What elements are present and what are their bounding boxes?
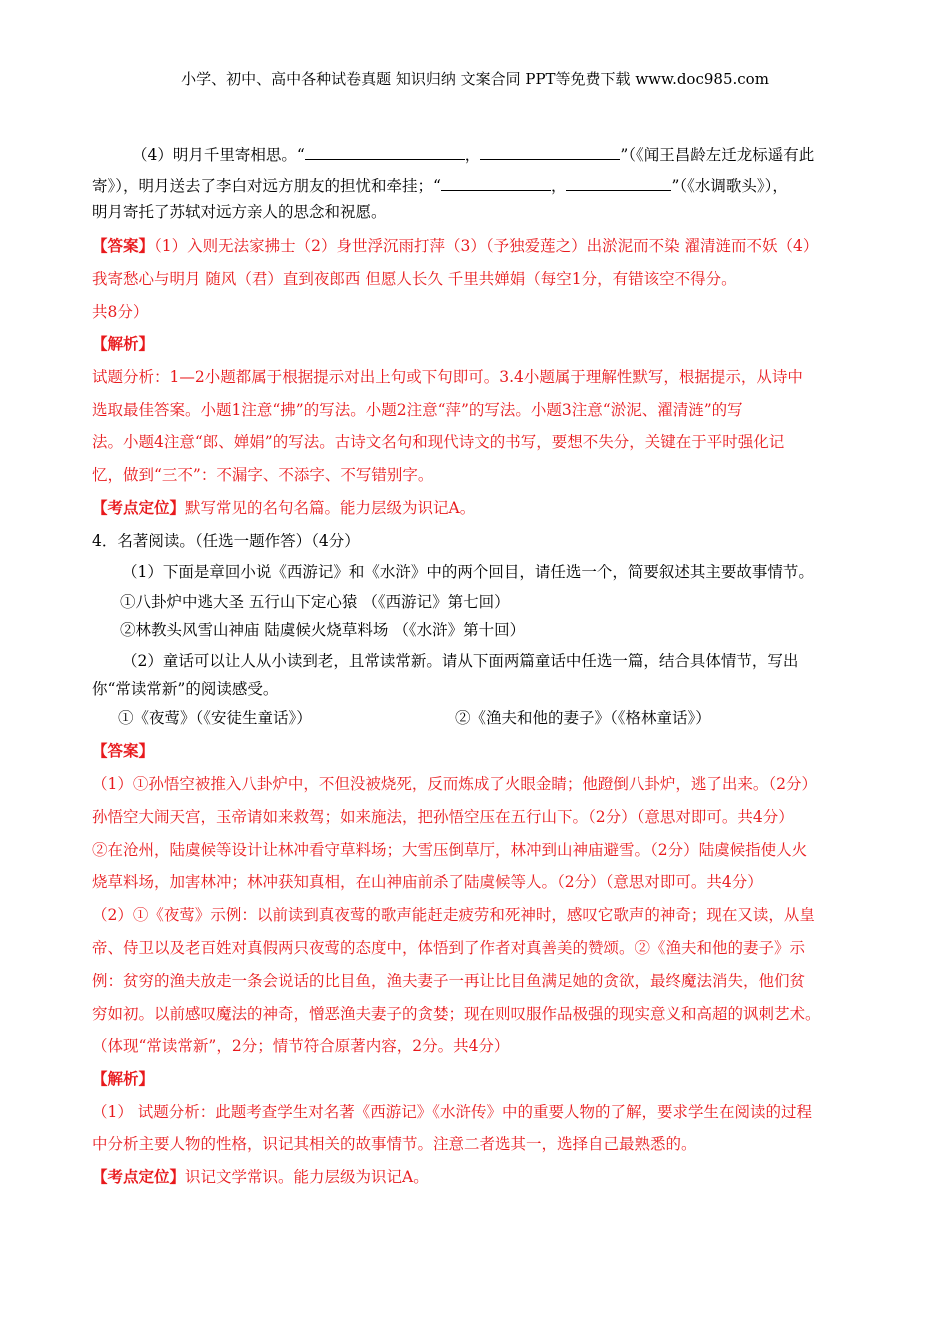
kaodian-2 (92, 1168, 872, 1187)
question-3-4-line-3: 明月寄托了苏轼对远方亲人的思念和祝愿。 (92, 203, 387, 221)
question-3-4-line-1 (132, 145, 912, 165)
kaodian-1 (92, 499, 872, 518)
question-4-part-1: （1）下面是章回小说《西游记》和《水浒》中的两个回目，请任选一个，简要叙述其主要故事情节。 (122, 563, 814, 581)
answer-blank (441, 176, 551, 191)
question-3-4-line-2 (92, 176, 872, 196)
question-text: ”（《水调歌头》）， (671, 177, 788, 195)
question-text: ， (550, 177, 567, 195)
question-text: （4）明月千里寄相思。“ (132, 146, 305, 164)
question-4-option-3: ①《夜莺》（《安徒生童话》） (118, 709, 312, 727)
kaodian-text: 默写常见的名句名篇。能力层级为识记A。 (185, 499, 476, 517)
answer-blank (305, 145, 465, 160)
question-text: 寄》），明月送去了李白对远方朋友的担忧和牵挂；“ (92, 177, 441, 195)
analysis-1-line-2: 选取最佳答案。小题1注意“拂”的写法。小题2注意“萍”的写法。小题3注意“淤泥、濯清涟”的写 (92, 401, 743, 419)
analysis-1-line-3: 法。小题4注意“郎、婵娟”的写法。古诗文名句和现代诗文的书写，要想不失分，关键在于平时强化记 (92, 433, 785, 451)
question-4-option-1: ①八卦炉中逃大圣 五行山下定心猿 （《西游记》第七回） (120, 593, 510, 611)
answer-2-line-1: （1）①孙悟空被推入八卦炉中，不但没被烧死，反而炼成了火眼金睛；他蹬倒八卦炉，逃了出来。（2分） (92, 775, 817, 793)
answer-2-line-8: 穷如初。以前感叹魔法的神奇，憎恶渔夫妻子的贪婪；现在则叹服作品极强的现实意义和高超的讽刺艺术。 (92, 1005, 821, 1023)
question-4-option-4: ②《渔夫和他的妻子》（《格林童话》） (455, 709, 711, 727)
analysis-2-label: 【解析】 (92, 1069, 155, 1088)
analysis-1-label: 【解析】 (92, 334, 155, 353)
question-4-option-2: ②林教头风雪山神庙 陆虞候火烧草料场 （《水浒》第十回） (120, 621, 526, 639)
answer-2-line-6: 帝、侍卫以及老百姓对真假两只夜莺的态度中，体悟到了作者对真善美的赞颂。②《渔夫和他的妻子》示 (92, 939, 806, 957)
answer-1-line-1 (92, 237, 872, 256)
answer-2-line-2: 孙悟空大闹天宫，玉帝请如来救驾；如来施法，把孙悟空压在五行山下。（2分）（意思对即可。共4分） (92, 808, 794, 826)
answer-2-line-9: （体现“常读常新”，2分；情节符合原著内容，2分。共4分） (92, 1037, 510, 1055)
answer-2-label: 【答案】 (92, 741, 155, 760)
analysis-2-line-2: 中分析主要人物的性格，识记其相关的故事情节。注意二者选其一，选择自己最熟悉的。 (92, 1135, 697, 1153)
answer-2-line-5: （2）①《夜莺》示例：以前读到真夜莺的歌声能赶走疲劳和死神时，感叹它歌声的神奇；现在又读，从皇 (92, 906, 815, 924)
question-text: ， (464, 146, 481, 164)
page-header: 小学、初中、高中各种试卷真题 知识归纳 文案合同 PPT等免费下载 www.doc985.com (181, 70, 769, 88)
kaodian-text: 识记文学常识。能力层级为识记A。 (185, 1168, 429, 1186)
analysis-1-line-1: 试题分析：1—2小题都属于根据提示对出上句或下句即可。3.4小题属于理解性默写，根据提示，从诗中 (92, 368, 803, 386)
question-4-title: 4．名著阅读。（任选一题作答）（4分） (92, 532, 360, 550)
analysis-1-line-4: 忆，做到“三不”：不漏字、不添字、不写错别字。 (92, 466, 434, 484)
analysis-2-line-1: （1） 试题分析：此题考查学生对名著《西游记》《水浒传》中的重要人物的了解，要求学生在阅读的过程 (92, 1103, 813, 1121)
answer-2-line-7: 例：贫穷的渔夫放走一条会说话的比目鱼，渔夫妻子一再让比目鱼满足她的贪欲，最终魔法消失，他们贫 (92, 972, 806, 990)
answer-2-line-3: ②在沧州，陆虞候等设计让林冲看守草料场；大雪压倒草厅，林冲到山神庙避雪。（2分）陆虞候指使人火 (92, 841, 808, 859)
kaodian-label: 【考点定位】 (92, 1167, 186, 1186)
answer-1-line-2: 我寄愁心与明月 随风（君）直到夜郎西 但愿人长久 千里共婵娟（每空1分，有错该空不得分。 (92, 270, 737, 288)
answer-text: （1）入则无法家拂士（2）身世浮沉雨打萍（3）（予独爱莲之）出淤泥而不染 濯清涟而不妖（4） (154, 237, 819, 255)
question-4-part-2-line-2: 你“常读常新”的阅读感受。 (92, 680, 279, 698)
question-4-part-2-line-1: （2）童话可以让人从小读到老，且常读常新。请从下面两篇童话中任选一篇，结合具体情节，写出 (122, 652, 799, 670)
answer-2-line-4: 烧草料场，加害林冲；林冲获知真相，在山神庙前杀了陆虞候等人。（2分）（意思对即可。共4分） (92, 873, 763, 891)
kaodian-label: 【考点定位】 (92, 498, 186, 517)
question-text: ”（《闻王昌龄左迁龙标遥有此 (620, 146, 815, 164)
answer-label: 【答案】 (92, 236, 155, 255)
answer-1-line-3: 共8分） (92, 303, 149, 321)
answer-blank (480, 145, 620, 160)
answer-blank (566, 176, 671, 191)
